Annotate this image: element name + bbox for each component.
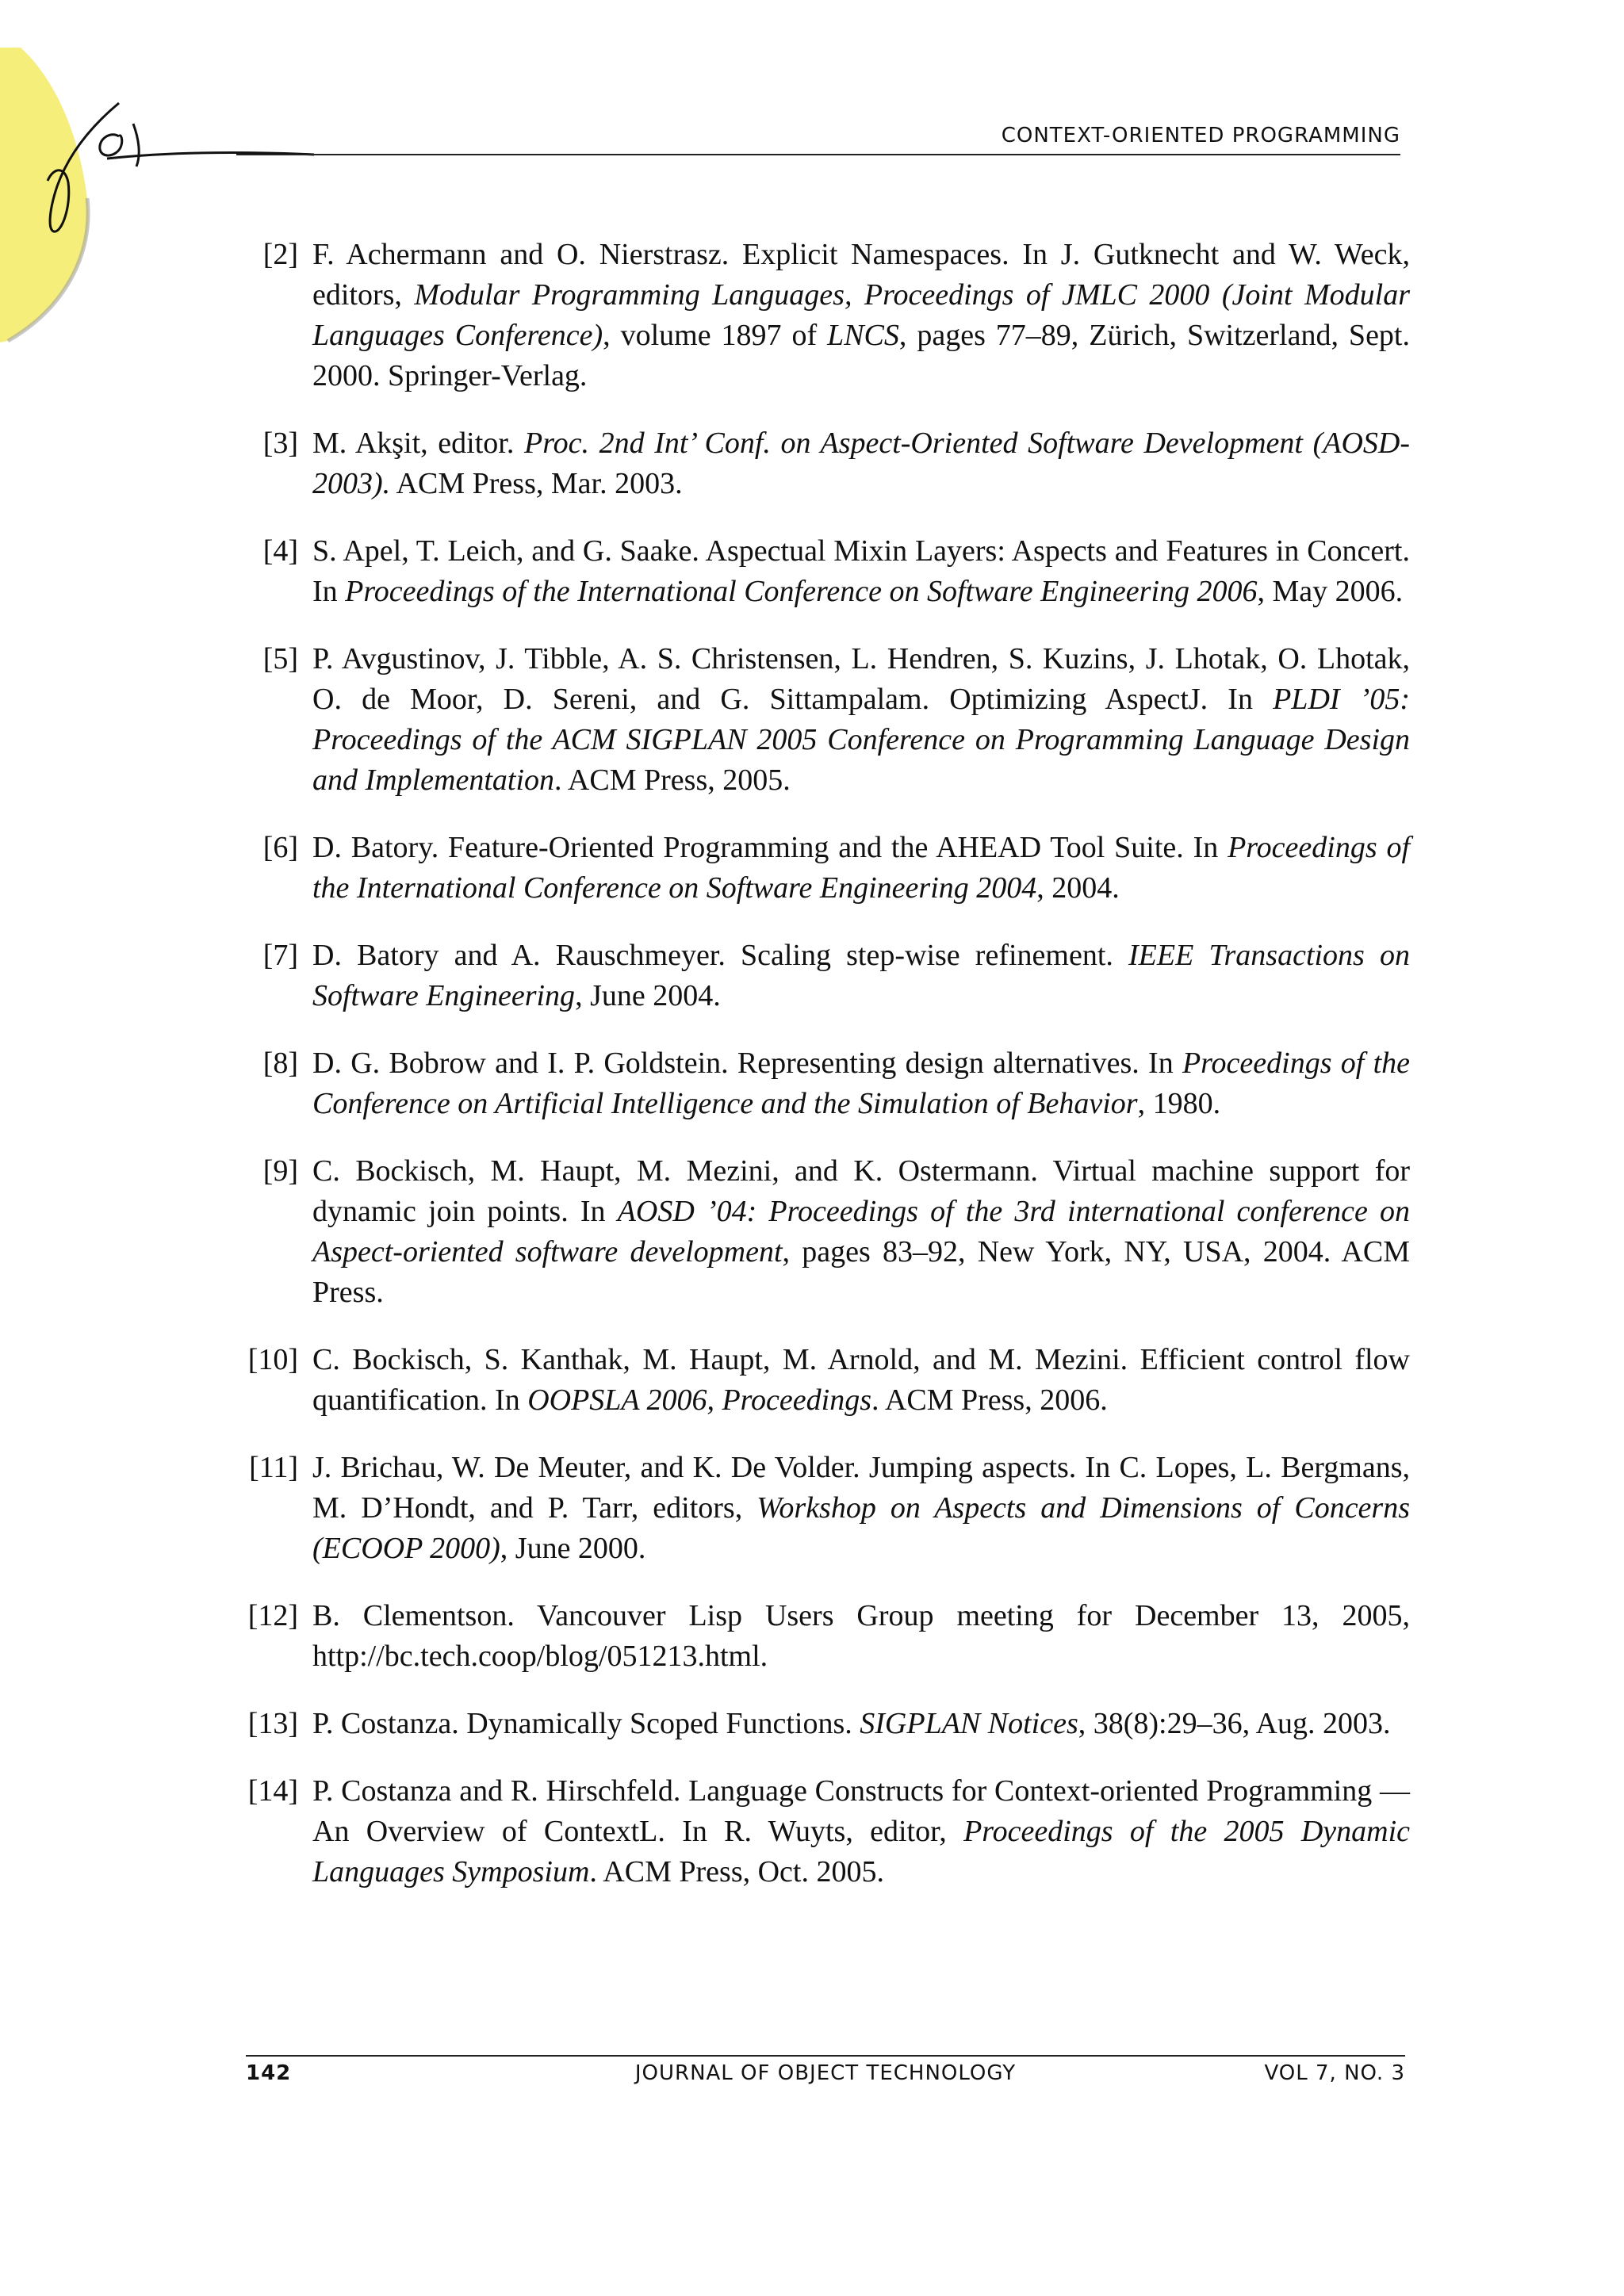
reference-number: [7] [262, 939, 298, 972]
reference-entry [246, 423, 1410, 504]
reference-text [312, 423, 1410, 504]
reference-segment: M. Akşit, editor. [312, 427, 524, 460]
reference-segment: , 1980. [1137, 1087, 1221, 1120]
reference-segment: , volume 1897 of [603, 319, 828, 352]
reference-title: AOSD ’04: Proceedings of the 3rd international conference on Aspect-oriented software development [312, 1195, 1410, 1269]
reference-number: [8] [262, 1047, 298, 1080]
reference-list [246, 235, 1410, 1919]
reference-segment: P. Costanza and R. Hirschfeld. Language Constructs for Context-oriented Programming — An Overview of ContextL. In R. Wuyts, editor, [312, 1774, 1410, 1848]
reference-text [312, 235, 1410, 396]
reference-segment: B. Clementson. Vancouver Lisp Users Group meeting for December 13, 2005, http://bc.tech.coop/blog/051213.html. [312, 1599, 1410, 1673]
reference-entry [246, 531, 1410, 612]
reference-text [312, 1771, 1410, 1892]
reference-title: PLDI ’05: Proceedings of the ACM SIGPLAN 2005 Conference on Programming Language Design and Implementation [312, 683, 1410, 797]
reference-text [312, 1704, 1410, 1744]
page-number: 142 [246, 2061, 292, 2085]
reference-text [312, 1151, 1410, 1313]
reference-title: Proceedings of the 2005 Dynamic Languages Symposium [312, 1815, 1410, 1888]
reference-segment: , pages 77–89, Zürich, Switzerland, Sept. 2000. Springer-Verlag. [312, 319, 1410, 392]
reference-segment: D. Batory. Feature-Oriented Programming and the AHEAD Tool Suite. In [312, 831, 1228, 864]
logo-signature-o [100, 135, 122, 155]
reference-segment: C. Bockisch, S. Kanthak, M. Haupt, M. Arnold, and M. Mezini. Efficient control flow quantification. In [312, 1343, 1410, 1417]
reference-number: [4] [262, 534, 298, 568]
reference-segment: . ACM Press, Oct. 2005. [589, 1855, 884, 1888]
reference-text [312, 1340, 1410, 1421]
logo-yellow-swoosh [0, 48, 89, 342]
reference-entry [246, 1340, 1410, 1421]
reference-number: [10] [247, 1343, 298, 1376]
reference-title: LNCS [827, 319, 899, 352]
reference-entry [246, 1043, 1410, 1124]
reference-title: Proceedings of the International Conference on Software Engineering 2004 [312, 831, 1410, 905]
reference-text [312, 828, 1410, 909]
reference-title: SIGPLAN Notices [860, 1707, 1078, 1740]
reference-title: Modular Programming Languages, Proceedings of JMLC 2000 (Joint Modular Languages Conference) [312, 278, 1410, 352]
reference-text [312, 936, 1410, 1016]
reference-segment: , June 2004. [575, 979, 721, 1012]
reference-segment: , 38(8):29–36, Aug. 2003. [1078, 1707, 1391, 1740]
reference-number: [2] [262, 238, 298, 271]
reference-title: Workshop on Aspects and Dimensions of Concerns (ECOOP 2000) [312, 1491, 1410, 1565]
reference-title: Proc. 2nd Int’ Conf. on Aspect-Oriented Software Development (AOSD-2003). [312, 427, 1410, 500]
reference-number: [6] [262, 831, 298, 864]
reference-segment: , May 2006. [1257, 575, 1404, 608]
reference-segment: , June 2000. [500, 1532, 646, 1565]
running-header: CONTEXT-ORIENTED PROGRAMMING [1001, 124, 1400, 147]
reference-number: [12] [247, 1599, 298, 1632]
reference-entry [246, 936, 1410, 1016]
reference-segment: , 2004. [1036, 871, 1120, 905]
reference-entry [246, 1596, 1410, 1677]
reference-entry [246, 1704, 1410, 1744]
reference-segment: S. Apel, T. Leich, and G. Saake. Aspectual Mixin Layers: Aspects and Features in Concert. In [312, 534, 1410, 608]
reference-text [312, 639, 1410, 801]
reference-entry [246, 1771, 1410, 1892]
reference-title: IEEE Transactions on Software Engineering [312, 939, 1410, 1012]
volume-issue: VOL 7, NO. 3 [1264, 2061, 1405, 2085]
page-footer [246, 2061, 1405, 2093]
reference-text [312, 1596, 1410, 1677]
reference-segment: . ACM Press, 2005. [554, 763, 791, 797]
reference-entry [246, 1151, 1410, 1313]
reference-segment: ACM Press, Mar. 2003. [390, 467, 683, 500]
reference-text [312, 1043, 1410, 1124]
reference-segment: F. Achermann and O. Nierstrasz. Explicit Namespaces. In J. Gutknecht and W. Weck, editors, [312, 238, 1410, 312]
reference-entry [246, 828, 1410, 909]
reference-entry [246, 1448, 1410, 1569]
reference-number: [11] [249, 1451, 298, 1484]
reference-title: OOPSLA 2006, Proceedings [527, 1383, 871, 1417]
reference-number: [3] [262, 427, 298, 460]
reference-segment: C. Bockisch, M. Haupt, M. Mezini, and K. Ostermann. Virtual machine support for dynamic join points. In [312, 1154, 1410, 1228]
reference-segment: D. Batory and A. Rauschmeyer. Scaling step-wise refinement. [312, 939, 1129, 972]
reference-segment: . ACM Press, 2006. [871, 1383, 1108, 1417]
journal-name: JOURNAL OF OBJECT TECHNOLOGY [634, 2061, 1017, 2085]
reference-segment: , pages 83–92, New York, NY, USA, 2004. ACM Press. [312, 1235, 1410, 1309]
reference-entry [246, 235, 1410, 396]
reference-segment: P. Costanza. Dynamically Scoped Functions. [312, 1707, 860, 1740]
reference-number: [13] [247, 1707, 298, 1740]
reference-segment: J. Brichau, W. De Meuter, and K. De Volder. Jumping aspects. In C. Lopes, L. Bergmans, M. D’Hondt, and P. Tarr, editors, [312, 1451, 1410, 1525]
reference-title: Proceedings of the International Conference on Software Engineering 2006 [345, 575, 1258, 608]
reference-number: [14] [247, 1774, 298, 1808]
reference-number: [5] [262, 642, 298, 675]
reference-text [312, 531, 1410, 612]
reference-segment: D. G. Bobrow and I. P. Goldstein. Representing design alternatives. In [312, 1047, 1182, 1080]
reference-text [312, 1448, 1410, 1569]
reference-title: Proceedings of the Conference on Artificial Intelligence and the Simulation of Behavior [312, 1047, 1411, 1120]
reference-segment: P. Avgustinov, J. Tibble, A. S. Christensen, L. Hendren, S. Kuzins, J. Lhotak, O. Lhotak, O. de Moor, D. Sereni, and G. Sittampalam. Optimizing AspectJ. In [312, 642, 1410, 716]
reference-entry [246, 639, 1410, 801]
reference-number: [9] [262, 1154, 298, 1188]
header-rule [236, 154, 1400, 155]
footer-rule [246, 2055, 1405, 2057]
